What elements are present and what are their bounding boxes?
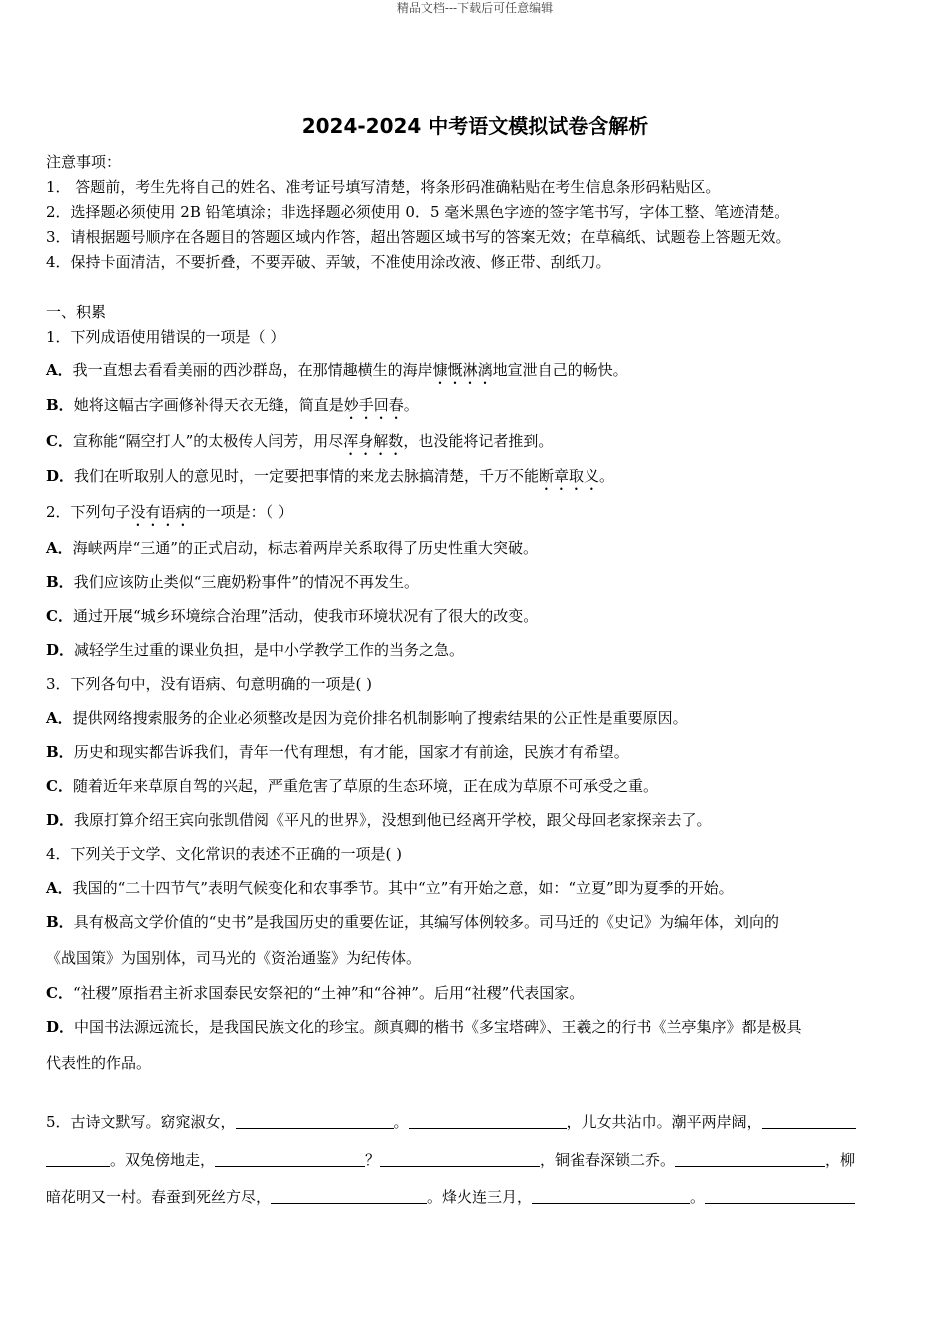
q4-option-d-continued: 代表性的作品。 (46, 1054, 152, 1072)
answer-blank[interactable] (409, 1112, 567, 1129)
q5-text: 。 (690, 1188, 706, 1206)
option-text: “社稷”原指君主祈求国泰民安祭祀的“土神”和“谷神”。后用“社稷”代表国家。 (72, 984, 585, 1002)
q2-option-c (46, 606, 538, 626)
option-label: D． (46, 1018, 75, 1036)
emphasized-idiom: 慷慨淋漓 (432, 361, 493, 379)
q5-line-1 (46, 1112, 856, 1132)
option-label: D． (46, 811, 75, 829)
q5-text: ，铜雀春深锁二乔。 (540, 1151, 676, 1169)
q3-option-d (46, 810, 712, 830)
notice-heading: 注意事项： (46, 153, 122, 171)
answer-blank[interactable] (532, 1187, 690, 1204)
emphasized-idiom: 浑身解数 (343, 432, 404, 450)
option-label: B． (46, 913, 74, 931)
q5-line-3 (46, 1187, 855, 1207)
option-text-tail: 。 (599, 467, 615, 485)
q4-option-b (46, 912, 779, 932)
option-text: 提供网络搜索服务的企业必须整改是因为竞价排名机制影响了搜索结果的公正性是重要原因。 (72, 709, 688, 727)
option-label: A． (46, 709, 73, 727)
option-text-tail: ，也没能将记者推到。 (403, 432, 554, 450)
q4-option-a (46, 878, 734, 898)
option-label: B． (46, 743, 74, 761)
option-label: C． (46, 984, 73, 1002)
option-label: A． (46, 361, 73, 379)
notice-item-4: 4．保持卡面清洁，不要折叠，不要弄破、弄皱，不准使用涂改液、修正带、刮纸刀。 (46, 253, 611, 271)
q5-text: ，儿女共沾巾。潮平两岸阔， (566, 1113, 762, 1131)
option-text: 我原打算介绍王宾向张凯借阅《平凡的世界》，没想到他已经离开学校，跟父母回老家探亲去了。 (74, 811, 712, 829)
q4-option-b-continued: 《战国策》为国别体，司马光的《资治通鉴》为纪传体。 (46, 949, 422, 967)
option-text: 减轻学生过重的课业负担，是中小学教学工作的当务之急。 (74, 641, 465, 659)
option-label: D． (46, 467, 75, 485)
q1-option-c (46, 431, 553, 459)
option-label: A． (46, 539, 73, 557)
answer-blank[interactable] (215, 1150, 365, 1167)
stem-text: 2．下列句子 (46, 503, 131, 521)
q5-text: 。双兔傍地走， (110, 1151, 216, 1169)
emphasized-phrase: 没有语病 (130, 503, 191, 521)
answer-blank[interactable] (762, 1112, 856, 1129)
option-label: A． (46, 879, 73, 897)
q1-option-a (46, 360, 628, 388)
option-label: C． (46, 432, 73, 450)
header-note: 精品文档---下载后可任意编辑 (396, 1, 554, 15)
q3-option-a (46, 708, 688, 728)
option-text: 具有极高文学价值的“史书”是我国历史的重要佐证，其编写体例较多。司马迁的《史记》为编年体，刘向的 (73, 913, 780, 931)
stem-text-tail: 的一项是：（ ） (190, 503, 293, 521)
q3-stem: 3．下列各句中，没有语病、句意明确的一项是( ) (46, 675, 373, 693)
q2-option-a (46, 538, 538, 558)
notice-item-3: 3．请根据题号顺序在各题目的答题区域内作答，超出答题区域书写的答案无效；在草稿纸、试题卷上答题无效。 (46, 228, 791, 246)
q2-option-d (46, 640, 464, 660)
option-text: 我一直想去看看美丽的西沙群岛，在那情趣横生的海岸 (72, 361, 433, 379)
option-label: C． (46, 607, 73, 625)
q4-stem: 4．下列关于文学、文化常识的表述不正确的一项是( ) (46, 845, 403, 863)
notice-item-2: 2．选择题必须使用 2B 铅笔填涂；非选择题必须使用 0．5 毫米黑色字迹的签字笔书写，字体工整、笔迹清楚。 (46, 203, 790, 221)
page-title: 2024-2024 中考语文模拟试卷含解析 (301, 114, 649, 138)
option-label: B． (46, 396, 74, 414)
option-text: 我国的“二十四节气”表明气候变化和农事季节。其中“立”有开始之意，如：“立夏”即为夏季的开始。 (72, 879, 734, 897)
q2-option-b (46, 572, 419, 592)
emphasized-idiom: 妙手回春 (343, 396, 404, 414)
q5-text: 5．古诗文默写。窈窕淑女， (46, 1113, 236, 1131)
option-text-tail: 地宣泄自己的畅快。 (492, 361, 628, 379)
q1-stem: 1．下列成语使用错误的一项是（ ） (46, 328, 286, 346)
option-label: D． (46, 641, 75, 659)
q3-option-b (46, 742, 629, 762)
notice-item-1: 1． 答题前，考生先将自己的姓名、准考证号填写清楚，将条形码准确粘贴在考生信息条形码粘贴区。 (46, 178, 721, 196)
q1-option-b (46, 395, 419, 423)
q5-text: ？ (365, 1151, 381, 1169)
q5-line-2 (46, 1150, 855, 1170)
option-text: 随着近年来草原自驾的兴起，严重危害了草原的生态环境，正在成为草原不可承受之重。 (72, 777, 658, 795)
section-heading: 一、积累 (46, 303, 107, 321)
option-label: C． (46, 777, 73, 795)
option-text: 通过开展“城乡环境综合治理”活动，使我市环境状况有了很大的改变。 (72, 607, 539, 625)
answer-blank[interactable] (380, 1150, 540, 1167)
answer-blank[interactable] (46, 1150, 110, 1167)
q3-option-c (46, 776, 658, 796)
option-text-tail: 。 (403, 396, 419, 414)
q1-option-d (46, 466, 614, 494)
q5-text: ，柳 (825, 1151, 856, 1169)
option-text: 我们应该防止类似“三鹿奶粉事件”的情况不再发生。 (73, 573, 420, 591)
option-text: 海峡两岸“三通”的正式启动，标志着两岸关系取得了历史性重大突破。 (72, 539, 538, 557)
option-text: 中国书法源远流长，是我国民族文化的珍宝。颜真卿的楷书《多宝塔碑》、王羲之的行书《兰亭集序》都是极具 (74, 1018, 802, 1036)
q5-text: 。 (393, 1113, 409, 1131)
q5-text: 暗花明又一村。春蚕到死丝方尽， (46, 1188, 272, 1206)
q5-text: 。烽火连三月， (427, 1188, 533, 1206)
option-text: 我们在听取别人的意见时，一定要把事情的来龙去脉搞清楚，千万不能 (74, 467, 540, 485)
q4-option-c (46, 983, 584, 1003)
option-text: 她将这幅古字画修补得天衣无缝，简直是 (73, 396, 344, 414)
answer-blank[interactable] (271, 1187, 427, 1204)
emphasized-idiom: 断章取义 (539, 467, 600, 485)
option-text: 宣称能“隔空打人”的太极传人闫芳，用尽 (72, 432, 344, 450)
q2-stem (46, 502, 293, 530)
option-text: 历史和现实都告诉我们，青年一代有理想，有才能，国家才有前途，民族才有希望。 (73, 743, 629, 761)
option-label: B． (46, 573, 74, 591)
q4-option-d (46, 1017, 802, 1037)
answer-blank[interactable] (705, 1187, 855, 1204)
answer-blank[interactable] (236, 1112, 394, 1129)
answer-blank[interactable] (675, 1150, 825, 1167)
